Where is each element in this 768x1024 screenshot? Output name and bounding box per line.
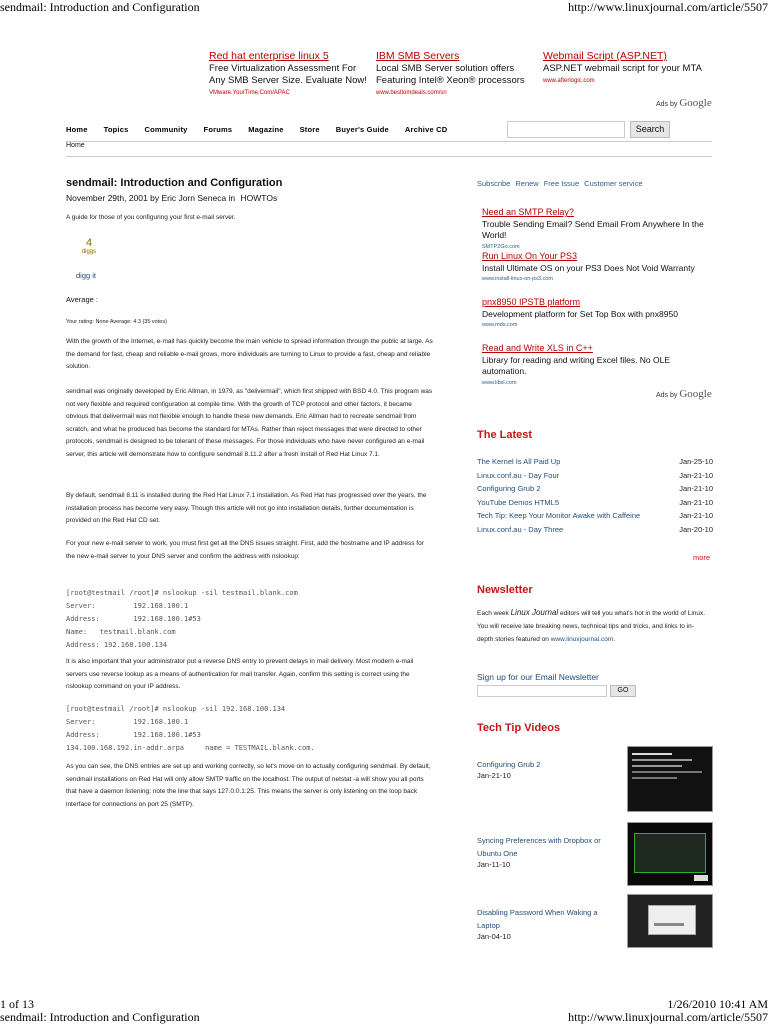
video-title[interactable]: Syncing Preferences with Dropbox or Ubuntu One [477, 836, 601, 858]
video-thumbnail[interactable] [627, 894, 713, 948]
paragraph-3: By default, sendmail 8.11 is installed during the Red Hat Linux 7.1 installation. As Red Hat has progressed over the years, the installation process has become very easy. Though this article will not go into installation details, further documentation is provided on the Red Hat CD set. [66, 492, 427, 524]
top-ad-1[interactable] [209, 50, 369, 99]
newsletter-heading: Newsletter [477, 584, 533, 596]
latest-date: Jan-21-10 [679, 511, 713, 520]
top-ad-3[interactable] [543, 50, 703, 87]
nav-topics[interactable]: Topics [103, 125, 129, 134]
ad-text: Install Ultimate OS on your PS3 Does Not Void Warranty [482, 262, 695, 273]
ad-title[interactable]: IBM SMB Servers [376, 50, 460, 62]
video-title[interactable]: Disabling Password When Waking a Laptop [477, 908, 598, 930]
search-button[interactable]: Search [630, 121, 670, 138]
ads-by-label: Ads by [656, 101, 678, 108]
main-nav [66, 125, 447, 134]
latest-more-link[interactable]: more [693, 553, 711, 562]
print-footer-datetime: 1/26/2010 10:41 AM [667, 997, 768, 1011]
code-line: Name: testmail.blank.com [66, 628, 176, 636]
free-issue-link[interactable]: Free Issue [543, 179, 580, 188]
article-summary: A guide for those of you configuring your first e-mail server. [66, 214, 236, 221]
newsletter-go-button[interactable]: GO [610, 685, 636, 697]
code-block-1 [66, 587, 298, 652]
renew-link[interactable]: Renew [515, 179, 539, 188]
nav-divider [66, 141, 712, 142]
newsletter-text-after: editors will tell you what's hot in the world of Linux. You will receive late breaking news, technical tips and tricks, and links to in-depth stories featured on [477, 610, 706, 643]
newsletter-text: Each week Linux Journal editors will tell you what's hot in the world of Linux. You will receive late breaking news, technical tips and tricks, and links to in-depth stories featured on www.linuxjournal.com. [477, 608, 706, 643]
code-line: Server: 192.168.100.1 [66, 602, 189, 610]
ad-url[interactable]: SMTP2Go.com [482, 243, 520, 250]
video-item[interactable] [477, 906, 622, 941]
byline-text: November 29th, 2001 by Eric Jorn Seneca in [66, 193, 236, 203]
newsletter-brand: Linux Journal [510, 608, 559, 617]
digg-it-link[interactable]: digg it [76, 271, 97, 280]
sidebar-ad-1[interactable] [482, 207, 712, 253]
latest-date: Jan-21-10 [679, 470, 713, 480]
rating-text: Your rating: None Average: 4.3 (35 votes) [66, 319, 167, 325]
ad-title[interactable]: pnx8950 IPSTB platform [482, 297, 581, 307]
average-label: Average : [66, 295, 98, 304]
nav-buyers-guide[interactable]: Buyer's Guide [335, 125, 389, 134]
nav-magazine[interactable]: Magazine [248, 125, 284, 134]
print-header-title: sendmail: Introduction and Configuration [0, 0, 200, 14]
digg-label: diggs [81, 249, 97, 255]
paragraph-4: For your new e-mail server to work, you must first get all the DNS issues straight. First, add the hostname and IP address for the new e-mail server to your DNS server and confirm the address with nslookup: [66, 540, 424, 560]
code-line: [root@testmail /root]# nslookup -sil 192.168.100.134 [66, 705, 286, 713]
search-input[interactable] [507, 121, 625, 138]
code-line: Server: 192.168.100.1 [66, 718, 189, 726]
code-line: 134.100.168.192.in-addr.arpa name = TESTMAIL.blank.com. [66, 744, 315, 752]
video-thumbnail[interactable] [627, 746, 713, 812]
ad-text: Free Virtualization Assessment For Any SMB Server Size. Evaluate Now! [209, 63, 367, 86]
ad-title[interactable]: Run Linux On Your PS3 [482, 251, 578, 261]
nav-home[interactable]: Home [66, 125, 88, 134]
latest-title[interactable]: Linux.conf.au - Day Three [477, 524, 564, 534]
article-byline [66, 193, 277, 203]
latest-heading: The Latest [477, 429, 533, 441]
sidebar-ad-3[interactable] [482, 297, 712, 332]
print-footer-title: sendmail: Introduction and Configuration [0, 1010, 200, 1024]
ad-text: Library for reading and writing Excel files. No OLE automation. [482, 354, 671, 376]
nav-forums[interactable]: Forums [203, 125, 233, 134]
latest-item[interactable] [477, 509, 713, 523]
latest-title[interactable]: Tech Tip: Keep Your Monitor Awake with Caffeine [477, 510, 641, 520]
latest-date: Jan-21-10 [679, 484, 713, 493]
ad-url[interactable]: VMware.YourTime.Com/APAC [209, 90, 290, 96]
paragraph-5: It is also important that your administrator put a reverse DNS entry to prevent delays in mail delivery. Most modern e-mail servers use reverse lookup as a means of authentication for mail transfer. Again, confirm this setting is correct using the nslookup command on your IP address. [66, 658, 414, 690]
subscribe-links [477, 179, 643, 188]
videos-heading: Tech Tip Videos [477, 722, 561, 734]
latest-date: Jan-20-10 [679, 524, 713, 534]
ad-url[interactable]: www.afterlogic.com [543, 78, 595, 84]
ad-title[interactable]: Need an SMTP Relay? [482, 207, 574, 217]
ad-text: Development platform for Set Top Box with pnx8950 [482, 308, 678, 319]
newsletter-text-before: Each week [477, 610, 509, 617]
code-line: Address: 192.168.100.134 [66, 641, 168, 649]
ad-text: Local SMB Server solution offers Featuring Intel® Xeon® processors [376, 63, 525, 86]
print-footer-url: http://www.linuxjournal.com/article/5507 [568, 1010, 768, 1024]
nav-archive-cd[interactable]: Archive CD [404, 125, 448, 134]
ad-url[interactable]: www.libxl.com [482, 379, 517, 386]
sidebar-ad-4[interactable] [482, 343, 712, 389]
digg-widget[interactable] [78, 237, 100, 255]
newsletter-email-input[interactable] [477, 685, 607, 697]
nav-store[interactable]: Store [299, 125, 320, 134]
video-item[interactable] [477, 834, 622, 869]
ad-text: ASP.NET webmail script for your MTA [543, 63, 702, 74]
latest-title[interactable]: The Kernel Is All Paid Up [477, 457, 561, 466]
ad-title[interactable]: Read and Write XLS in C++ [482, 343, 593, 353]
ad-title[interactable]: Webmail Script (ASP.NET) [543, 50, 667, 62]
ad-title[interactable]: Red hat enterprise linux 5 [209, 50, 329, 62]
latest-date: Jan-25-10 [679, 457, 713, 466]
google-logo: Google [679, 388, 712, 400]
video-date: Jan-04-10 [477, 932, 511, 941]
breadcrumb-divider [66, 156, 712, 157]
video-date: Jan-21-10 [477, 771, 511, 780]
ad-url[interactable]: www.install-linux-on-ps3.com [482, 276, 553, 282]
ad-url[interactable]: www.mds.com [482, 322, 518, 328]
nav-community[interactable]: Community [144, 125, 188, 134]
latest-title[interactable]: Configuring Grub 2 [477, 484, 541, 493]
sidebar-ads-by-google[interactable] [656, 388, 712, 400]
ad-url[interactable]: www.bestlomdeals.com/sn [376, 90, 447, 96]
ads-by-google[interactable] [656, 97, 712, 109]
print-header-url: http://www.linuxjournal.com/article/5507 [568, 0, 768, 14]
code-block-2 [66, 703, 315, 755]
newsletter-site-link[interactable]: www.linuxjournal.com [550, 636, 614, 643]
customer-service-link[interactable]: Customer service [584, 179, 643, 188]
print-footer-page: 1 of 13 [0, 997, 34, 1011]
latest-date: Jan-21-10 [679, 497, 713, 507]
latest-item[interactable] [477, 482, 713, 496]
code-line: Address: 192.168.100.1#53 [66, 615, 201, 623]
latest-item[interactable] [477, 523, 713, 537]
top-ad-2[interactable] [376, 50, 536, 99]
latest-item[interactable] [477, 455, 713, 469]
breadcrumb[interactable]: Home [66, 142, 85, 149]
latest-item[interactable] [477, 496, 713, 510]
sidebar-ad-2[interactable] [482, 251, 712, 286]
code-line: Address: 192.168.100.1#53 [66, 731, 201, 739]
google-logo: Google [679, 97, 712, 109]
newsletter-signup-label: Sign up for our Email Newsletter [477, 672, 599, 682]
video-title[interactable]: Configuring Grub 2 [477, 760, 541, 769]
paragraph-1: With the growth of the Internet, e-mail has quickly become the main vehicle to spread information through the public at large. As the demand for fast, cheap and reliable e-mail grows, more individuals are turning to Linux to provide a fast, cheap and reliable solution. [66, 338, 433, 370]
latest-item[interactable] [477, 469, 713, 483]
subscribe-link[interactable]: Subscribe [477, 179, 511, 188]
article-title: sendmail: Introduction and Configuration [66, 177, 283, 189]
paragraph-2: sendmail was originally developed by Eric Allman, in 1979, as "delivermail", which first shipped with BSD 4.0. This program was not very flexible and required configuration at compile time. With the growth of TCP protocol and other factors, it became obvious that delivermail was not flexible enough to handle these new demands. Eric Allman had to recreate sendmail from scratch, and what he produced has become the standard for MTAs. Rather than reject messages that were directed to other protocols, sendmail is designed to be tolerant of these messages. For those individuals who have never configured an e-mail server, this article will demonstrate how to configure sendmail 8.11.2 after a fresh install of Red Hat Linux 7.1. [66, 388, 433, 458]
paragraph-6: As you can see, the DNS entries are set up and working correctly, so let's move on to actually configuring sendmail. By default, sendmail installations on Red Hat will only allow SMTP traffic on the localhost. The output of netstat -a will show you all ports that have a daemon listening; note the line that says 127.0.0.1:25. This means the server is only listening on the loop back interface for connections on port 25 (SMTP). [66, 763, 431, 808]
category-link[interactable]: HOWTOs [240, 193, 278, 203]
latest-list [477, 455, 713, 536]
latest-title[interactable]: YouTube Demos HTML5 [477, 497, 559, 507]
video-item[interactable] [477, 758, 622, 780]
video-date: Jan-11-10 [477, 860, 511, 869]
video-thumbnail[interactable] [627, 822, 713, 886]
latest-title[interactable]: Linux.conf.au - Day Four [477, 470, 560, 480]
digg-count: 4 [85, 237, 93, 249]
ad-text: Trouble Sending Email? Send Email From Anywhere In the World! [482, 218, 704, 240]
code-line: [root@testmail /root]# nslookup -sil testmail.blank.com [66, 589, 298, 597]
ads-by-label: Ads by [656, 392, 678, 399]
